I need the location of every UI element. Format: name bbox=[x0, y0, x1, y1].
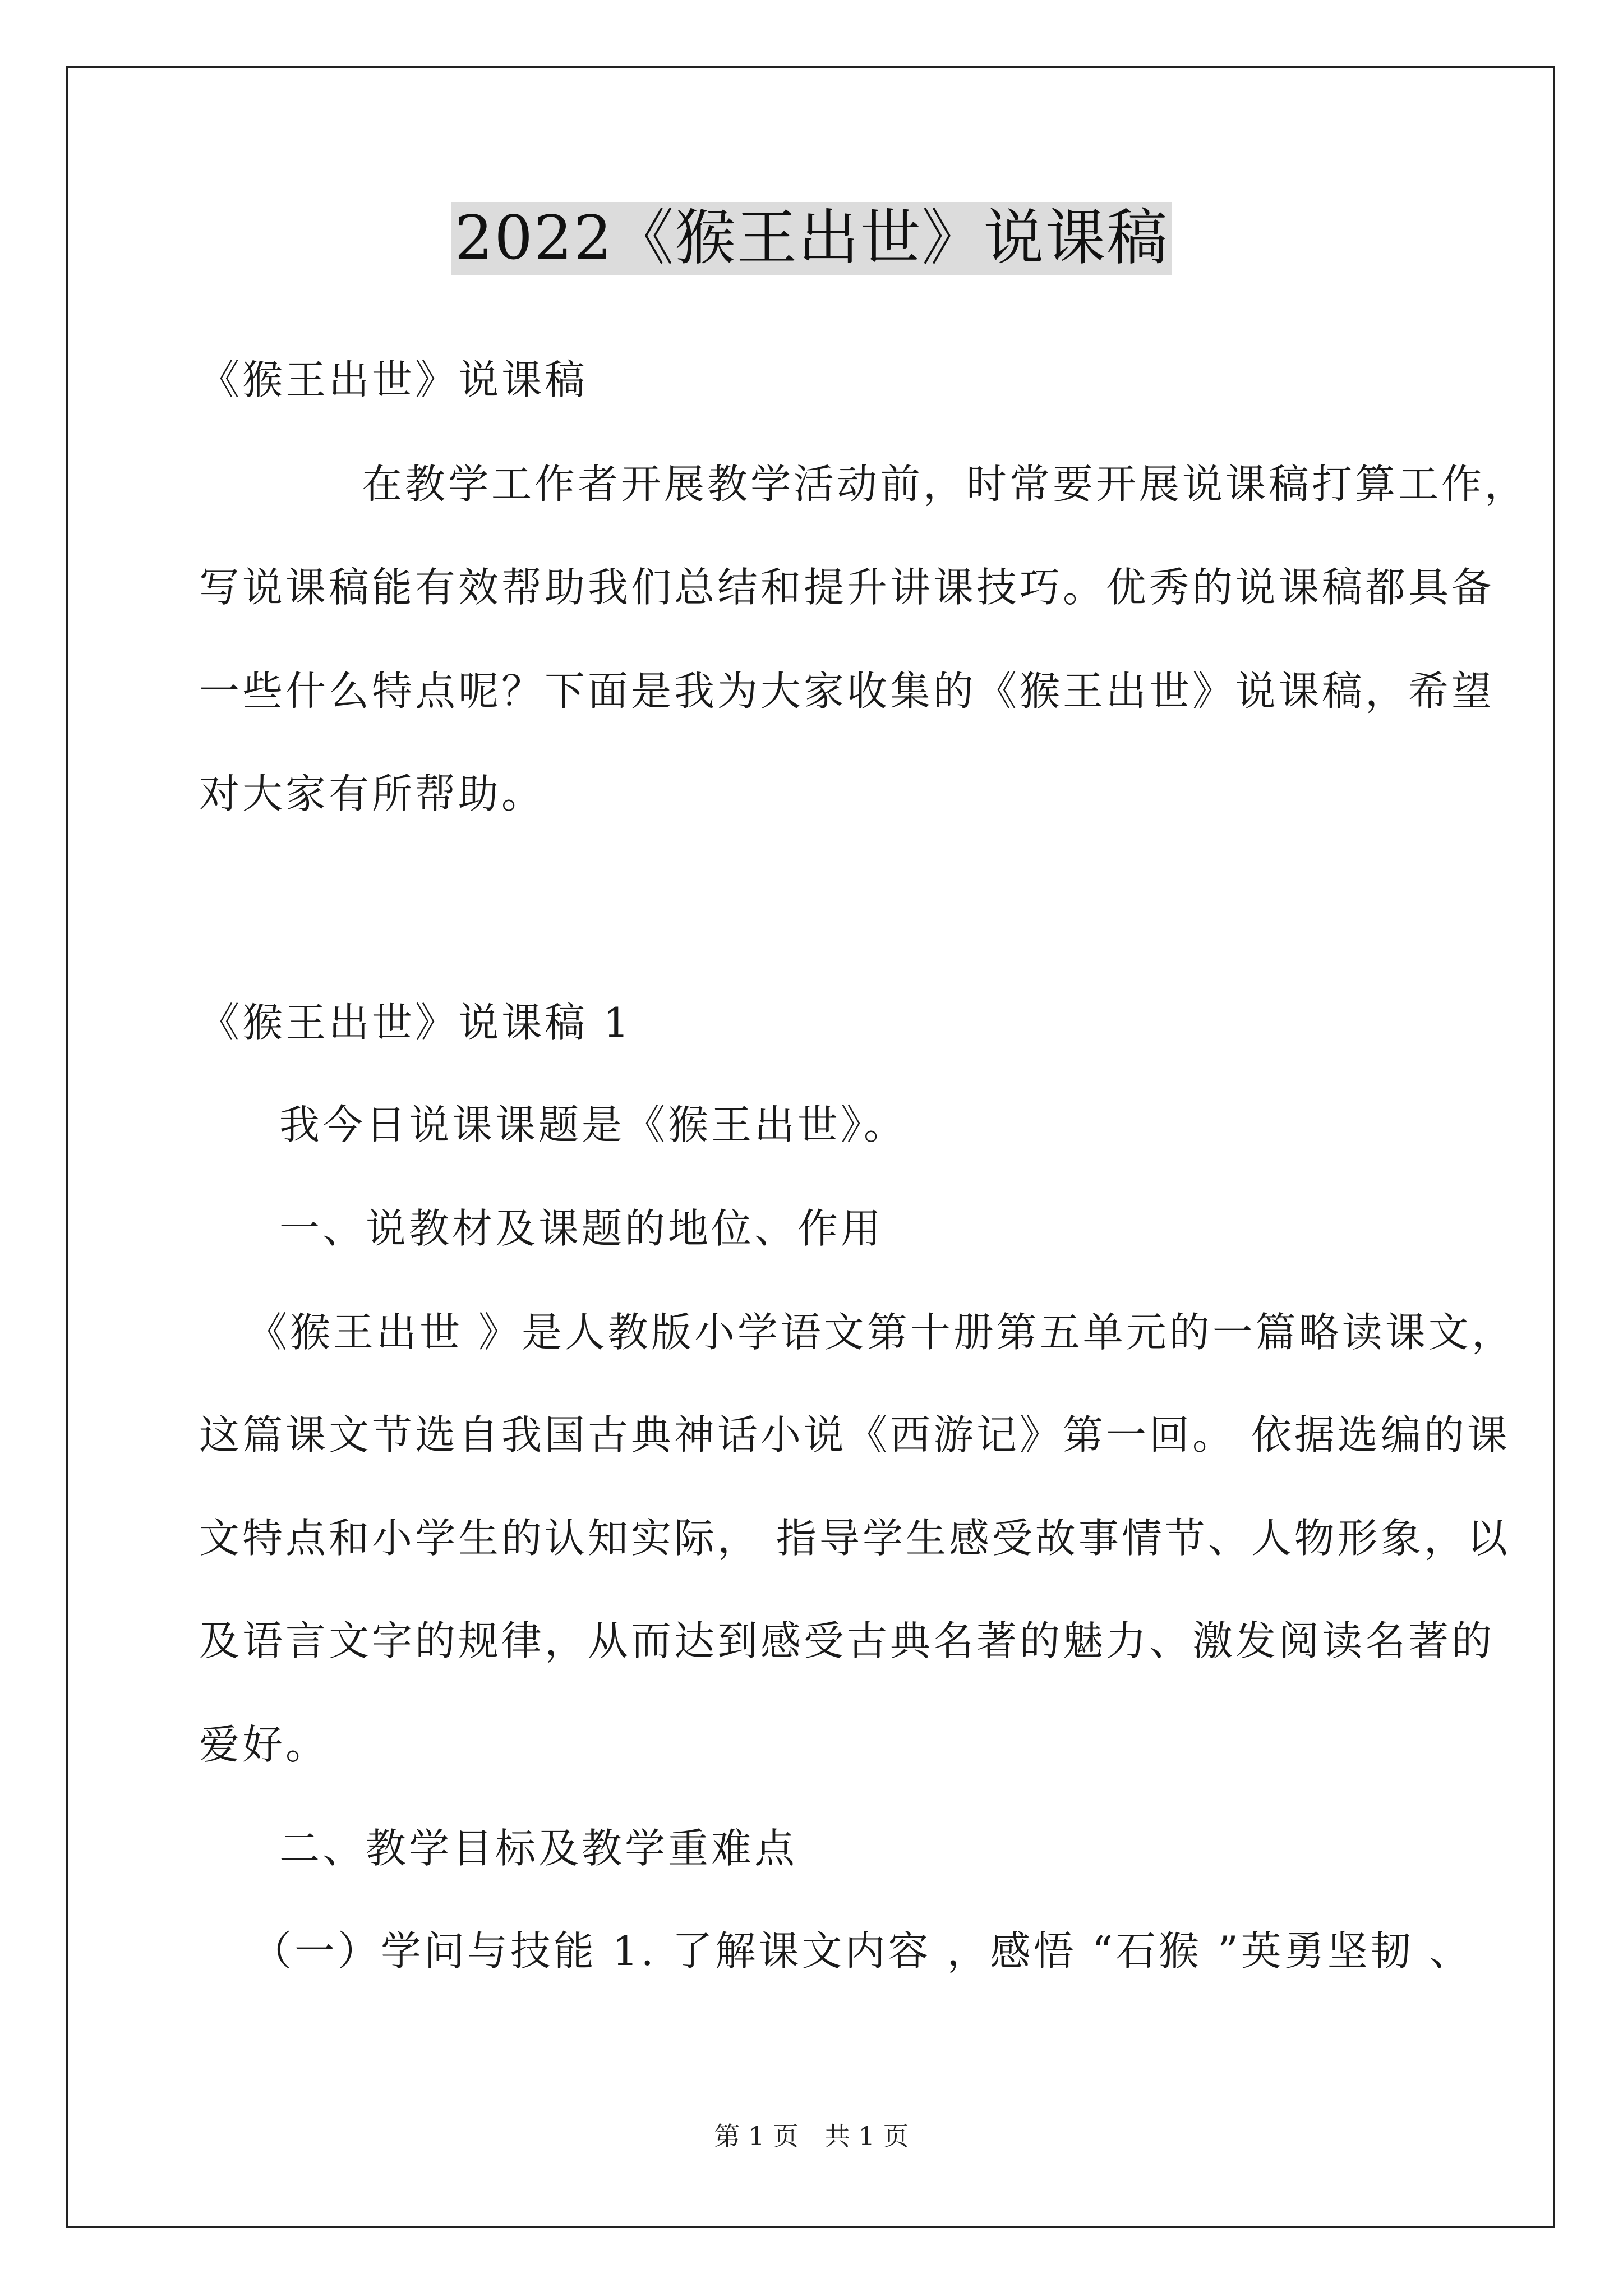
paragraph-line: 写说课稿能有效帮助我们总结和提升讲课技巧。优秀的说课稿都具备 bbox=[199, 564, 1495, 611]
paragraph-line: 爱好。 bbox=[199, 1721, 329, 1768]
paragraph-line: 一些什么特点呢？下面是我为大家收集的《猴王出世》说课稿，希望 bbox=[199, 668, 1495, 715]
paragraph-line: 在教学工作者开展教学活动前，时常要开展说课稿打算工作， bbox=[362, 461, 1528, 508]
paragraph-line: 《猴王出世 》是人教版小学语文第十册第五单元的一篇略读课文， bbox=[247, 1309, 1515, 1356]
subtitle-line: 《猴王出世》说课稿 bbox=[199, 356, 588, 403]
page-footer: 第 1 页 共 1 页 bbox=[714, 2121, 909, 2151]
paragraph-line: （一）学问与技能 1. 了解课文内容 ，感悟 “石猴 ”英勇坚韧 、 bbox=[251, 1927, 1473, 1975]
paragraph-line: 我今日说课课题是《猴王出世》。 bbox=[279, 1101, 907, 1148]
paragraph-line: 对大家有所帮助。 bbox=[199, 770, 545, 817]
paragraph-line: 这篇课文节选自我国古典神话小说《西游记》第一回。 依据选编的课 bbox=[199, 1411, 1510, 1458]
paragraph-line: 文特点和小学生的认知实际， 指导学生感受故事情节、人物形象，以 bbox=[199, 1515, 1510, 1562]
section-heading: 《猴王出世》说课稿 1 bbox=[199, 999, 632, 1046]
title-container bbox=[0, 202, 1623, 275]
paragraph-line: 及语言文字的规律，从而达到感受古典名著的魅力、激发阅读名著的 bbox=[199, 1617, 1495, 1664]
section-heading: 二、教学目标及教学重难点 bbox=[279, 1825, 798, 1872]
document-title: 2022《猴王出世》说课稿 bbox=[451, 202, 1172, 275]
section-heading: 一、说教材及课题的地位、作用 bbox=[279, 1205, 884, 1252]
